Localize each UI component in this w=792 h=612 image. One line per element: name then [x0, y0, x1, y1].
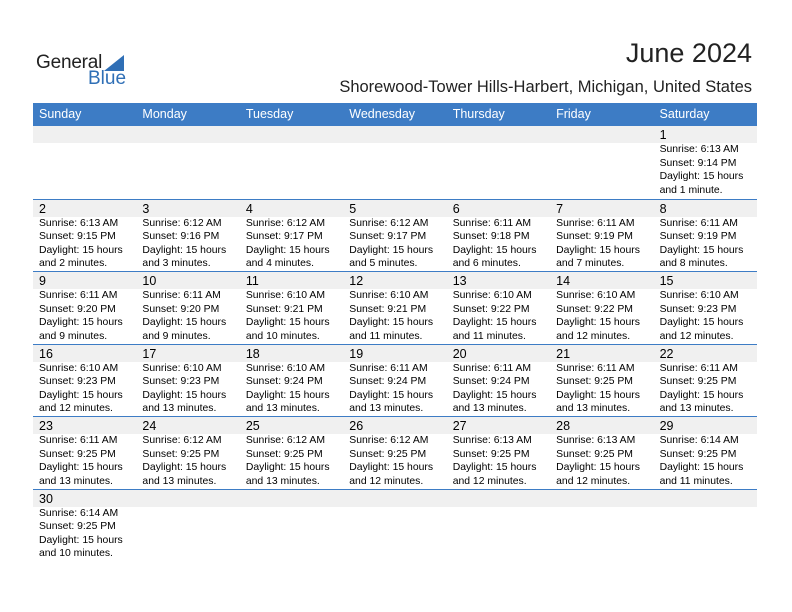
location-subtitle: Shorewood-Tower Hills-Harbert, Michigan, United States	[339, 78, 752, 96]
sunrise-text: Sunrise: 6:11 AM	[39, 290, 118, 302]
sunrise-text: Sunrise: 6:11 AM	[452, 362, 532, 374]
sunset-text: Sunset: 9:21 PM	[349, 303, 427, 315]
day-number: 17	[142, 346, 157, 361]
daylight-minutes-text: and 10 minutes.	[245, 330, 320, 342]
day-cell	[654, 272, 757, 344]
weekday-thursday: Thursday	[452, 107, 505, 121]
daylight-text: Daylight: 15 hours	[349, 462, 434, 474]
daylight-text: Daylight: 15 hours	[556, 244, 640, 256]
sunrise-text: Sunrise: 6:12 AM	[142, 435, 222, 447]
day-cell	[33, 345, 136, 417]
day-cell	[136, 272, 239, 344]
daylight-text: Daylight: 15 hours	[39, 462, 123, 474]
daylight-text: Daylight: 15 hours	[39, 317, 123, 329]
day-cell	[136, 345, 239, 417]
day-cell	[240, 272, 343, 344]
daylight-text: Daylight: 15 hours	[659, 171, 744, 182]
sunrise-text: Sunrise: 6:13 AM	[556, 435, 636, 447]
sun-info	[453, 289, 550, 343]
daylight-minutes-text: and 12 minutes.	[556, 330, 631, 342]
sunrise-text: Sunrise: 6:14 AM	[659, 435, 739, 447]
sunset-text: Sunset: 9:17 PM	[245, 231, 323, 243]
sun-info	[660, 289, 757, 343]
day-cell	[654, 126, 757, 198]
page-title: June 2024	[625, 38, 752, 68]
sun-info	[246, 434, 343, 488]
sunrise-text: Sunrise: 6:13 AM	[659, 144, 739, 155]
sun-info	[660, 362, 757, 416]
day-cell	[343, 200, 446, 272]
sunrise-text: Sunrise: 6:10 AM	[349, 290, 429, 302]
daylight-text: Daylight: 15 hours	[659, 389, 744, 401]
week-row	[33, 199, 757, 272]
daylight-text: Daylight: 15 hours	[349, 317, 434, 329]
day-cell	[447, 417, 550, 489]
daylight-text: Daylight: 15 hours	[556, 462, 640, 474]
daylight-text: Daylight: 15 hours	[452, 317, 537, 329]
sun-info	[142, 434, 239, 488]
sunset-text: Sunset: 9:14 PM	[659, 157, 737, 169]
day-cell	[550, 345, 653, 417]
sun-info	[246, 217, 343, 271]
day-number: 23	[39, 419, 53, 434]
sunrise-text: Sunrise: 6:11 AM	[556, 217, 635, 229]
daylight-text: Daylight: 15 hours	[39, 244, 123, 256]
daylight-minutes-text: and 8 minutes.	[659, 258, 728, 270]
day-cell	[136, 200, 239, 272]
sun-info	[453, 434, 550, 488]
day-number: 1	[659, 128, 667, 142]
day-number: 5	[349, 201, 357, 216]
date-band	[33, 490, 757, 507]
daylight-minutes-text: and 13 minutes.	[245, 475, 320, 487]
sunset-text: Sunset: 9:20 PM	[39, 303, 116, 315]
day-number: 19	[349, 346, 364, 361]
sunrise-text: Sunrise: 6:12 AM	[245, 435, 325, 447]
daylight-text: Daylight: 15 hours	[659, 462, 744, 474]
sunset-text: Sunset: 9:25 PM	[349, 448, 427, 460]
sun-info	[349, 217, 446, 271]
daylight-text: Daylight: 15 hours	[39, 534, 123, 546]
sun-info	[246, 362, 343, 416]
week-row	[33, 271, 757, 344]
sunset-text: Sunset: 9:24 PM	[245, 376, 323, 388]
sunrise-text: Sunrise: 6:12 AM	[245, 217, 325, 229]
sunset-text: Sunset: 9:23 PM	[39, 376, 116, 388]
sun-info	[39, 289, 136, 343]
sunset-text: Sunset: 9:19 PM	[659, 231, 737, 243]
daylight-minutes-text: and 10 minutes.	[39, 548, 113, 560]
day-number: 8	[659, 201, 667, 216]
daylight-minutes-text: and 12 minutes.	[39, 403, 113, 415]
sun-info	[142, 217, 239, 271]
sunrise-text: Sunrise: 6:10 AM	[39, 362, 119, 374]
daylight-minutes-text: and 13 minutes.	[142, 475, 217, 487]
daylight-minutes-text: and 13 minutes.	[659, 403, 734, 415]
logo-text-blue: Blue	[88, 68, 127, 89]
daylight-minutes-text: and 9 minutes.	[142, 330, 211, 342]
sunrise-text: Sunrise: 6:11 AM	[39, 435, 118, 447]
day-cell	[240, 345, 343, 417]
daylight-minutes-text: and 11 minutes.	[659, 475, 733, 487]
daylight-text: Daylight: 15 hours	[142, 389, 227, 401]
sunrise-text: Sunrise: 6:10 AM	[556, 290, 636, 302]
sun-info	[349, 434, 446, 488]
sunrise-text: Sunrise: 6:11 AM	[556, 362, 635, 374]
daylight-minutes-text: and 13 minutes.	[245, 403, 320, 415]
sun-info	[39, 362, 136, 416]
daylight-minutes-text: and 12 minutes.	[556, 475, 631, 487]
day-cell	[33, 490, 136, 562]
sunrise-text: Sunrise: 6:12 AM	[349, 435, 429, 447]
sun-info	[556, 217, 653, 271]
day-number: 4	[245, 201, 253, 216]
daylight-minutes-text: and 13 minutes.	[349, 403, 424, 415]
sunset-text: Sunset: 9:16 PM	[142, 231, 220, 243]
daylight-text: Daylight: 15 hours	[452, 462, 537, 474]
daylight-minutes-text: and 6 minutes.	[452, 258, 521, 270]
sun-info	[660, 143, 757, 197]
sunset-text: Sunset: 9:20 PM	[142, 303, 220, 315]
sunrise-text: Sunrise: 6:11 AM	[659, 362, 738, 374]
daylight-minutes-text: and 2 minutes.	[39, 258, 108, 270]
daylight-text: Daylight: 15 hours	[349, 389, 434, 401]
sun-info	[556, 289, 653, 343]
day-number: 28	[556, 419, 571, 434]
daylight-minutes-text: and 12 minutes.	[452, 475, 527, 487]
weekday-saturday: Saturday	[659, 107, 710, 121]
weekday-monday: Monday	[142, 107, 187, 121]
daylight-text: Daylight: 15 hours	[556, 317, 640, 329]
daylight-minutes-text: and 7 minutes.	[556, 258, 625, 270]
day-number: 10	[142, 274, 157, 289]
sunset-text: Sunset: 9:25 PM	[39, 448, 116, 460]
weekday-friday: Friday	[556, 107, 591, 121]
weekday-tuesday: Tuesday	[245, 107, 294, 121]
week-row	[33, 126, 757, 199]
week-row	[33, 416, 757, 489]
day-number: 11	[245, 274, 259, 289]
logo	[36, 50, 136, 90]
daylight-minutes-text: and 13 minutes.	[556, 403, 631, 415]
daylight-text: Daylight: 15 hours	[659, 317, 744, 329]
day-number: 3	[142, 201, 150, 216]
day-number: 12	[349, 274, 364, 289]
day-cell	[343, 345, 446, 417]
day-number: 9	[39, 274, 46, 289]
day-number: 20	[452, 346, 467, 361]
sun-info	[556, 434, 653, 488]
date-band	[33, 126, 757, 143]
day-cell	[550, 200, 653, 272]
logo-text-general: General	[36, 52, 103, 73]
weekday-header	[33, 103, 757, 126]
sunrise-text: Sunrise: 6:12 AM	[349, 217, 429, 229]
sunset-text: Sunset: 9:25 PM	[556, 376, 633, 388]
sunrise-text: Sunrise: 6:11 AM	[349, 362, 428, 374]
sunset-text: Sunset: 9:17 PM	[349, 231, 427, 243]
sun-info	[39, 434, 136, 488]
sunrise-text: Sunrise: 6:13 AM	[452, 435, 532, 447]
day-cell	[33, 200, 136, 272]
day-cell	[550, 417, 653, 489]
daylight-minutes-text: and 12 minutes.	[659, 330, 734, 342]
sunset-text: Sunset: 9:25 PM	[142, 448, 220, 460]
day-number: 27	[452, 419, 467, 434]
sun-info	[349, 289, 446, 343]
daylight-text: Daylight: 15 hours	[245, 244, 330, 256]
day-number: 14	[556, 274, 571, 289]
day-cell	[33, 417, 136, 489]
daylight-minutes-text: and 9 minutes.	[39, 330, 108, 342]
daylight-text: Daylight: 15 hours	[142, 317, 227, 329]
daylight-text: Daylight: 15 hours	[245, 462, 330, 474]
sunset-text: Sunset: 9:22 PM	[452, 303, 530, 315]
sun-info	[39, 507, 136, 561]
daylight-minutes-text: and 1 minute.	[659, 184, 723, 196]
weekday-sunday: Sunday	[39, 107, 82, 121]
sunset-text: Sunset: 9:24 PM	[452, 376, 530, 388]
sunset-text: Sunset: 9:23 PM	[142, 376, 220, 388]
daylight-minutes-text: and 3 minutes.	[142, 258, 211, 270]
day-cell	[550, 272, 653, 344]
daylight-minutes-text: and 5 minutes.	[349, 258, 418, 270]
daylight-text: Daylight: 15 hours	[245, 389, 330, 401]
daylight-text: Daylight: 15 hours	[142, 244, 227, 256]
sunrise-text: Sunrise: 6:10 AM	[245, 290, 325, 302]
day-number: 29	[659, 419, 674, 434]
day-cell	[654, 345, 757, 417]
daylight-text: Daylight: 15 hours	[556, 389, 640, 401]
day-number: 2	[39, 201, 46, 216]
daylight-minutes-text: and 12 minutes.	[349, 475, 424, 487]
daylight-minutes-text: and 13 minutes.	[452, 403, 527, 415]
sunrise-text: Sunrise: 6:10 AM	[659, 290, 739, 302]
sunrise-text: Sunrise: 6:14 AM	[39, 507, 119, 519]
day-cell	[343, 272, 446, 344]
day-number: 24	[142, 419, 157, 434]
sun-info	[660, 217, 757, 271]
daylight-text: Daylight: 15 hours	[659, 244, 744, 256]
sunset-text: Sunset: 9:22 PM	[556, 303, 633, 315]
day-cell	[654, 200, 757, 272]
day-number: 16	[39, 346, 53, 361]
sunset-text: Sunset: 9:24 PM	[349, 376, 427, 388]
sunset-text: Sunset: 9:25 PM	[659, 448, 737, 460]
sunset-text: Sunset: 9:21 PM	[245, 303, 323, 315]
day-cell	[240, 417, 343, 489]
sunrise-text: Sunrise: 6:12 AM	[142, 217, 222, 229]
day-cell	[447, 200, 550, 272]
sunrise-text: Sunrise: 6:10 AM	[142, 362, 222, 374]
day-number: 21	[556, 346, 571, 361]
day-number: 22	[659, 346, 674, 361]
day-cell	[240, 200, 343, 272]
sun-info	[453, 362, 550, 416]
daylight-minutes-text: and 13 minutes.	[39, 475, 113, 487]
sunset-text: Sunset: 9:23 PM	[659, 303, 737, 315]
sun-info	[246, 289, 343, 343]
day-cell	[33, 272, 136, 344]
sun-info	[39, 217, 136, 271]
daylight-text: Daylight: 15 hours	[452, 244, 537, 256]
sunset-text: Sunset: 9:18 PM	[452, 231, 530, 243]
day-number: 18	[245, 346, 260, 361]
day-number: 6	[452, 201, 460, 216]
sunrise-text: Sunrise: 6:10 AM	[245, 362, 325, 374]
daylight-minutes-text: and 4 minutes.	[245, 258, 315, 270]
week-row	[33, 344, 757, 417]
sunset-text: Sunset: 9:19 PM	[556, 231, 633, 243]
sun-info	[142, 362, 239, 416]
daylight-text: Daylight: 15 hours	[142, 462, 227, 474]
sun-info	[142, 289, 239, 343]
calendar-grid	[33, 103, 757, 562]
sunrise-text: Sunrise: 6:11 AM	[142, 290, 221, 302]
day-cell	[447, 345, 550, 417]
sunrise-text: Sunrise: 6:13 AM	[39, 217, 119, 229]
daylight-text: Daylight: 15 hours	[245, 317, 330, 329]
sunset-text: Sunset: 9:25 PM	[452, 448, 530, 460]
sunset-text: Sunset: 9:25 PM	[39, 521, 116, 533]
daylight-minutes-text: and 11 minutes.	[349, 330, 423, 342]
day-cell	[654, 417, 757, 489]
daylight-text: Daylight: 15 hours	[349, 244, 434, 256]
day-cell	[343, 417, 446, 489]
weeks-container	[33, 126, 757, 562]
sunrise-text: Sunrise: 6:11 AM	[659, 217, 738, 229]
sunset-text: Sunset: 9:25 PM	[245, 448, 323, 460]
daylight-minutes-text: and 13 minutes.	[142, 403, 217, 415]
daylight-text: Daylight: 15 hours	[452, 389, 537, 401]
day-number: 30	[39, 491, 53, 506]
day-number: 25	[245, 419, 260, 434]
sun-info	[453, 217, 550, 271]
day-number: 15	[659, 274, 674, 289]
sunrise-text: Sunrise: 6:10 AM	[452, 290, 532, 302]
sun-info	[349, 362, 446, 416]
sun-info	[556, 362, 653, 416]
weekday-wednesday: Wednesday	[349, 107, 416, 121]
day-number: 13	[452, 274, 467, 289]
daylight-text: Daylight: 15 hours	[39, 389, 123, 401]
week-row	[33, 489, 757, 562]
day-cell	[447, 272, 550, 344]
day-number: 7	[556, 201, 564, 216]
sunrise-text: Sunrise: 6:11 AM	[452, 217, 532, 229]
day-number: 26	[349, 419, 364, 434]
sun-info	[660, 434, 757, 488]
daylight-minutes-text: and 11 minutes.	[452, 330, 526, 342]
sunset-text: Sunset: 9:25 PM	[659, 376, 737, 388]
sunset-text: Sunset: 9:15 PM	[39, 231, 116, 243]
day-cell	[136, 417, 239, 489]
sunset-text: Sunset: 9:25 PM	[556, 448, 633, 460]
